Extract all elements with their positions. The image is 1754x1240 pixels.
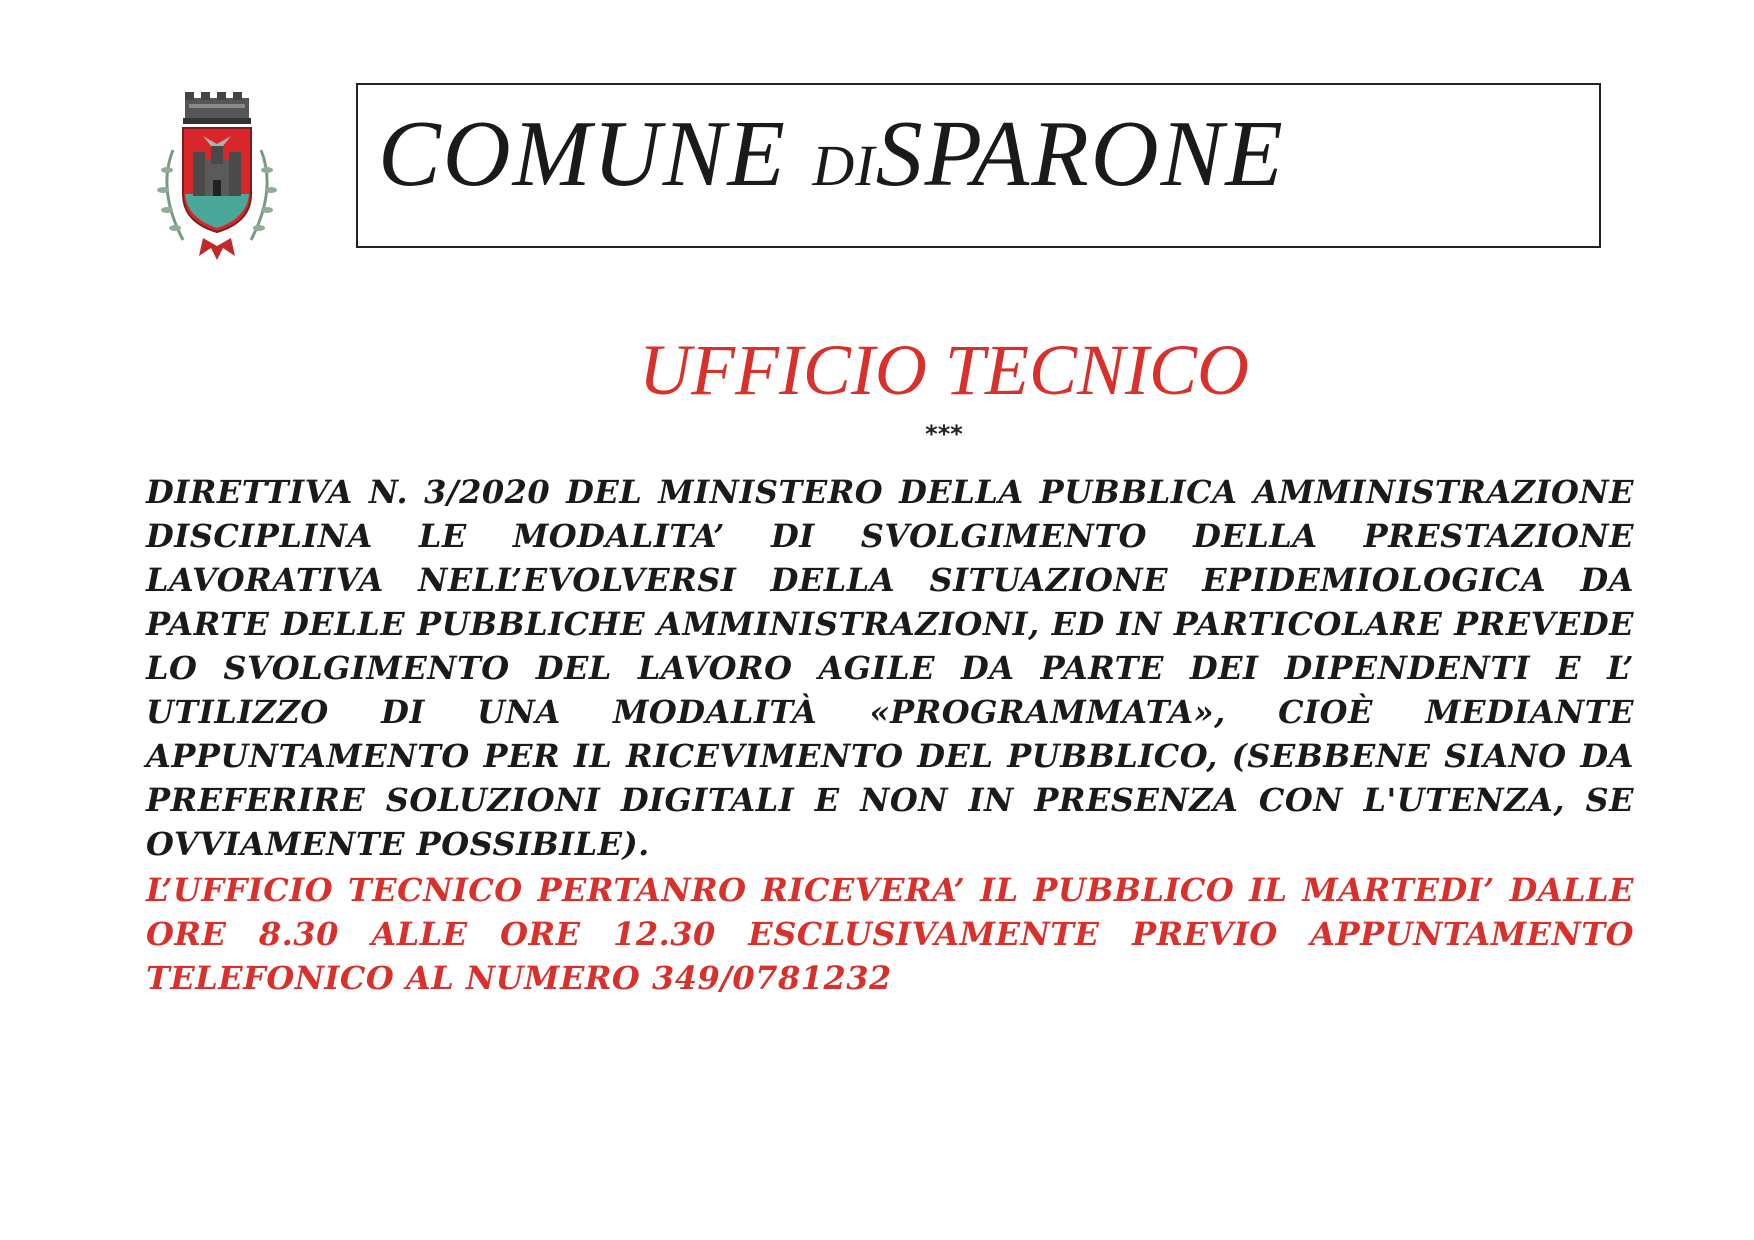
municipal-coat-of-arms-icon	[143, 90, 291, 262]
page-title	[378, 102, 1285, 206]
title-place: SPARONE	[875, 102, 1285, 206]
title-di: DI	[812, 133, 876, 198]
office-title: UFFICIO TECNICO	[639, 330, 1249, 410]
header-title-box	[356, 83, 1601, 248]
directive-paragraph: DIRETTIVA N. 3/2020 DEL MINISTERO DELLA PUBBLICA AMMINISTRAZIONE DISCIPLINA LE MODALITA’ DI SVOLGIMENTO DELLA PRESTAZIONE LAVORATIVA NELL’EVOLVERSI DELLA SITUAZIONE EPIDEMIOLOGICA DA PARTE DELLE PUBBLICHE AMMINISTRAZIONI, ED IN PARTICOLARE PREVEDE LO SVOLGIMENTO DEL LAVORO AGILE DA PARTE DEI DIPENDENTI E L’ UTILIZZO DI UNA MODALITÀ «PROGRAMMATA», CIOÈ MEDIANTE APPUNTAMENTO PER IL RICEVIMENTO DEL PUBBLICO, (SEBBENE SIANO DA PREFERIRE SOLUZIONI DIGITALI E NON IN PRESENZA CON L'UTENZA, SE OVVIAMENTE POSSIBILE).	[146, 473, 1634, 863]
office-hours-notice: L’UFFICIO TECNICO PERTANRO RICEVERA’ IL PUBBLICO IL MARTEDI’ DALLE ORE 8.30 ALLE ORE 12.30 ESCLUSIVAMENTE PREVIO APPUNTAMENTO TELEFONICO AL NUMERO 349/0781232	[146, 871, 1634, 997]
title-main: COMUNE	[378, 102, 787, 206]
separator: ***	[925, 420, 963, 448]
